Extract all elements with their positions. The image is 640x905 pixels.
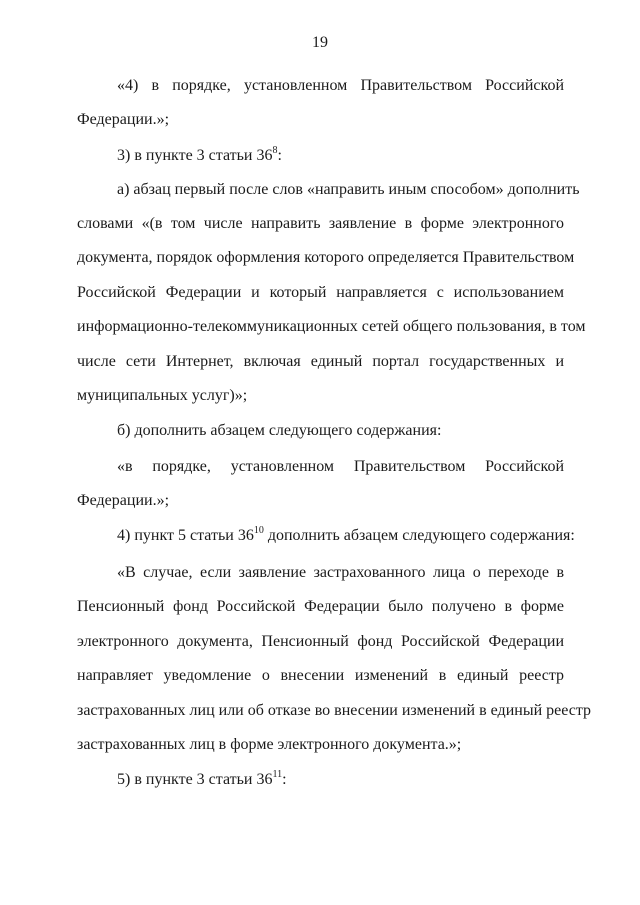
paragraph-7-line-1: «В случае, если заявление застрахованного лица о переходе в: [117, 564, 564, 581]
paragraph-8-superscript: 11: [272, 769, 283, 780]
paragraph-7-line-6: застрахованных лиц в форме электронного документа.»;: [77, 736, 462, 753]
paragraph-6-text: 4) пункт 5 статьи 36: [117, 527, 254, 544]
paragraph-8-text: 5) в пункте 3 статьи 36: [117, 771, 273, 788]
paragraph-7-line-3: электронного документа, Пенсионный фонд Российской Федерации: [77, 633, 564, 650]
paragraph-5-line-2: Федерации.»;: [77, 492, 170, 509]
paragraph-7-line-4: направляет уведомление о внесении изменений в единый реестр: [77, 667, 564, 684]
paragraph-3-line-1: а) абзац первый после слов «направить иным способом» дополнить: [117, 181, 580, 198]
paragraph-3-line-4: Российской Федерации и который направляется с использованием: [77, 284, 564, 301]
paragraph-3-line-2: словами «(в том числе направить заявление в форме электронного: [77, 215, 564, 232]
paragraph-2-suffix: :: [277, 147, 282, 164]
paragraph-3-line-6: числе сети Интернет, включая единый портал государственных и: [77, 353, 564, 370]
paragraph-8-item-5: [117, 770, 564, 790]
paragraph-7-line-2: Пенсионный фонд Российской Федерации было получено в форме: [77, 598, 564, 615]
paragraph-3-line-5: информационно-телекоммуникационных сетей общего пользования, в том: [77, 318, 586, 335]
paragraph-2-text: 3) в пункте 3 статьи 36: [117, 147, 273, 164]
paragraph-6-item-4: [117, 525, 575, 546]
paragraph-8-suffix: :: [282, 771, 287, 788]
paragraph-3-line-3: документа, порядок оформления которого определяется Правительством: [77, 249, 575, 266]
paragraph-2-item-3: [117, 146, 564, 166]
paragraph-3-line-7: муниципальных услуг)»;: [77, 387, 248, 404]
paragraph-6-superscript: 10: [253, 525, 264, 536]
paragraph-1-line-1: «4) в порядке, установленном Правительством Российской: [117, 77, 564, 94]
paragraph-7-line-5: застрахованных лиц или об отказе во внесении изменений в единый реестр: [77, 702, 592, 719]
page-number: 19: [312, 34, 328, 51]
paragraph-6-suffix: дополнить абзацем следующего содержания:: [263, 527, 575, 544]
paragraph-4-item-b: б) дополнить абзацем следующего содержания:: [117, 422, 442, 439]
paragraph-2-superscript: 8: [272, 145, 278, 156]
paragraph-1-line-2: Федерации.»;: [77, 111, 170, 128]
paragraph-5-line-1: «в порядке, установленном Правительством Российской: [117, 458, 564, 475]
